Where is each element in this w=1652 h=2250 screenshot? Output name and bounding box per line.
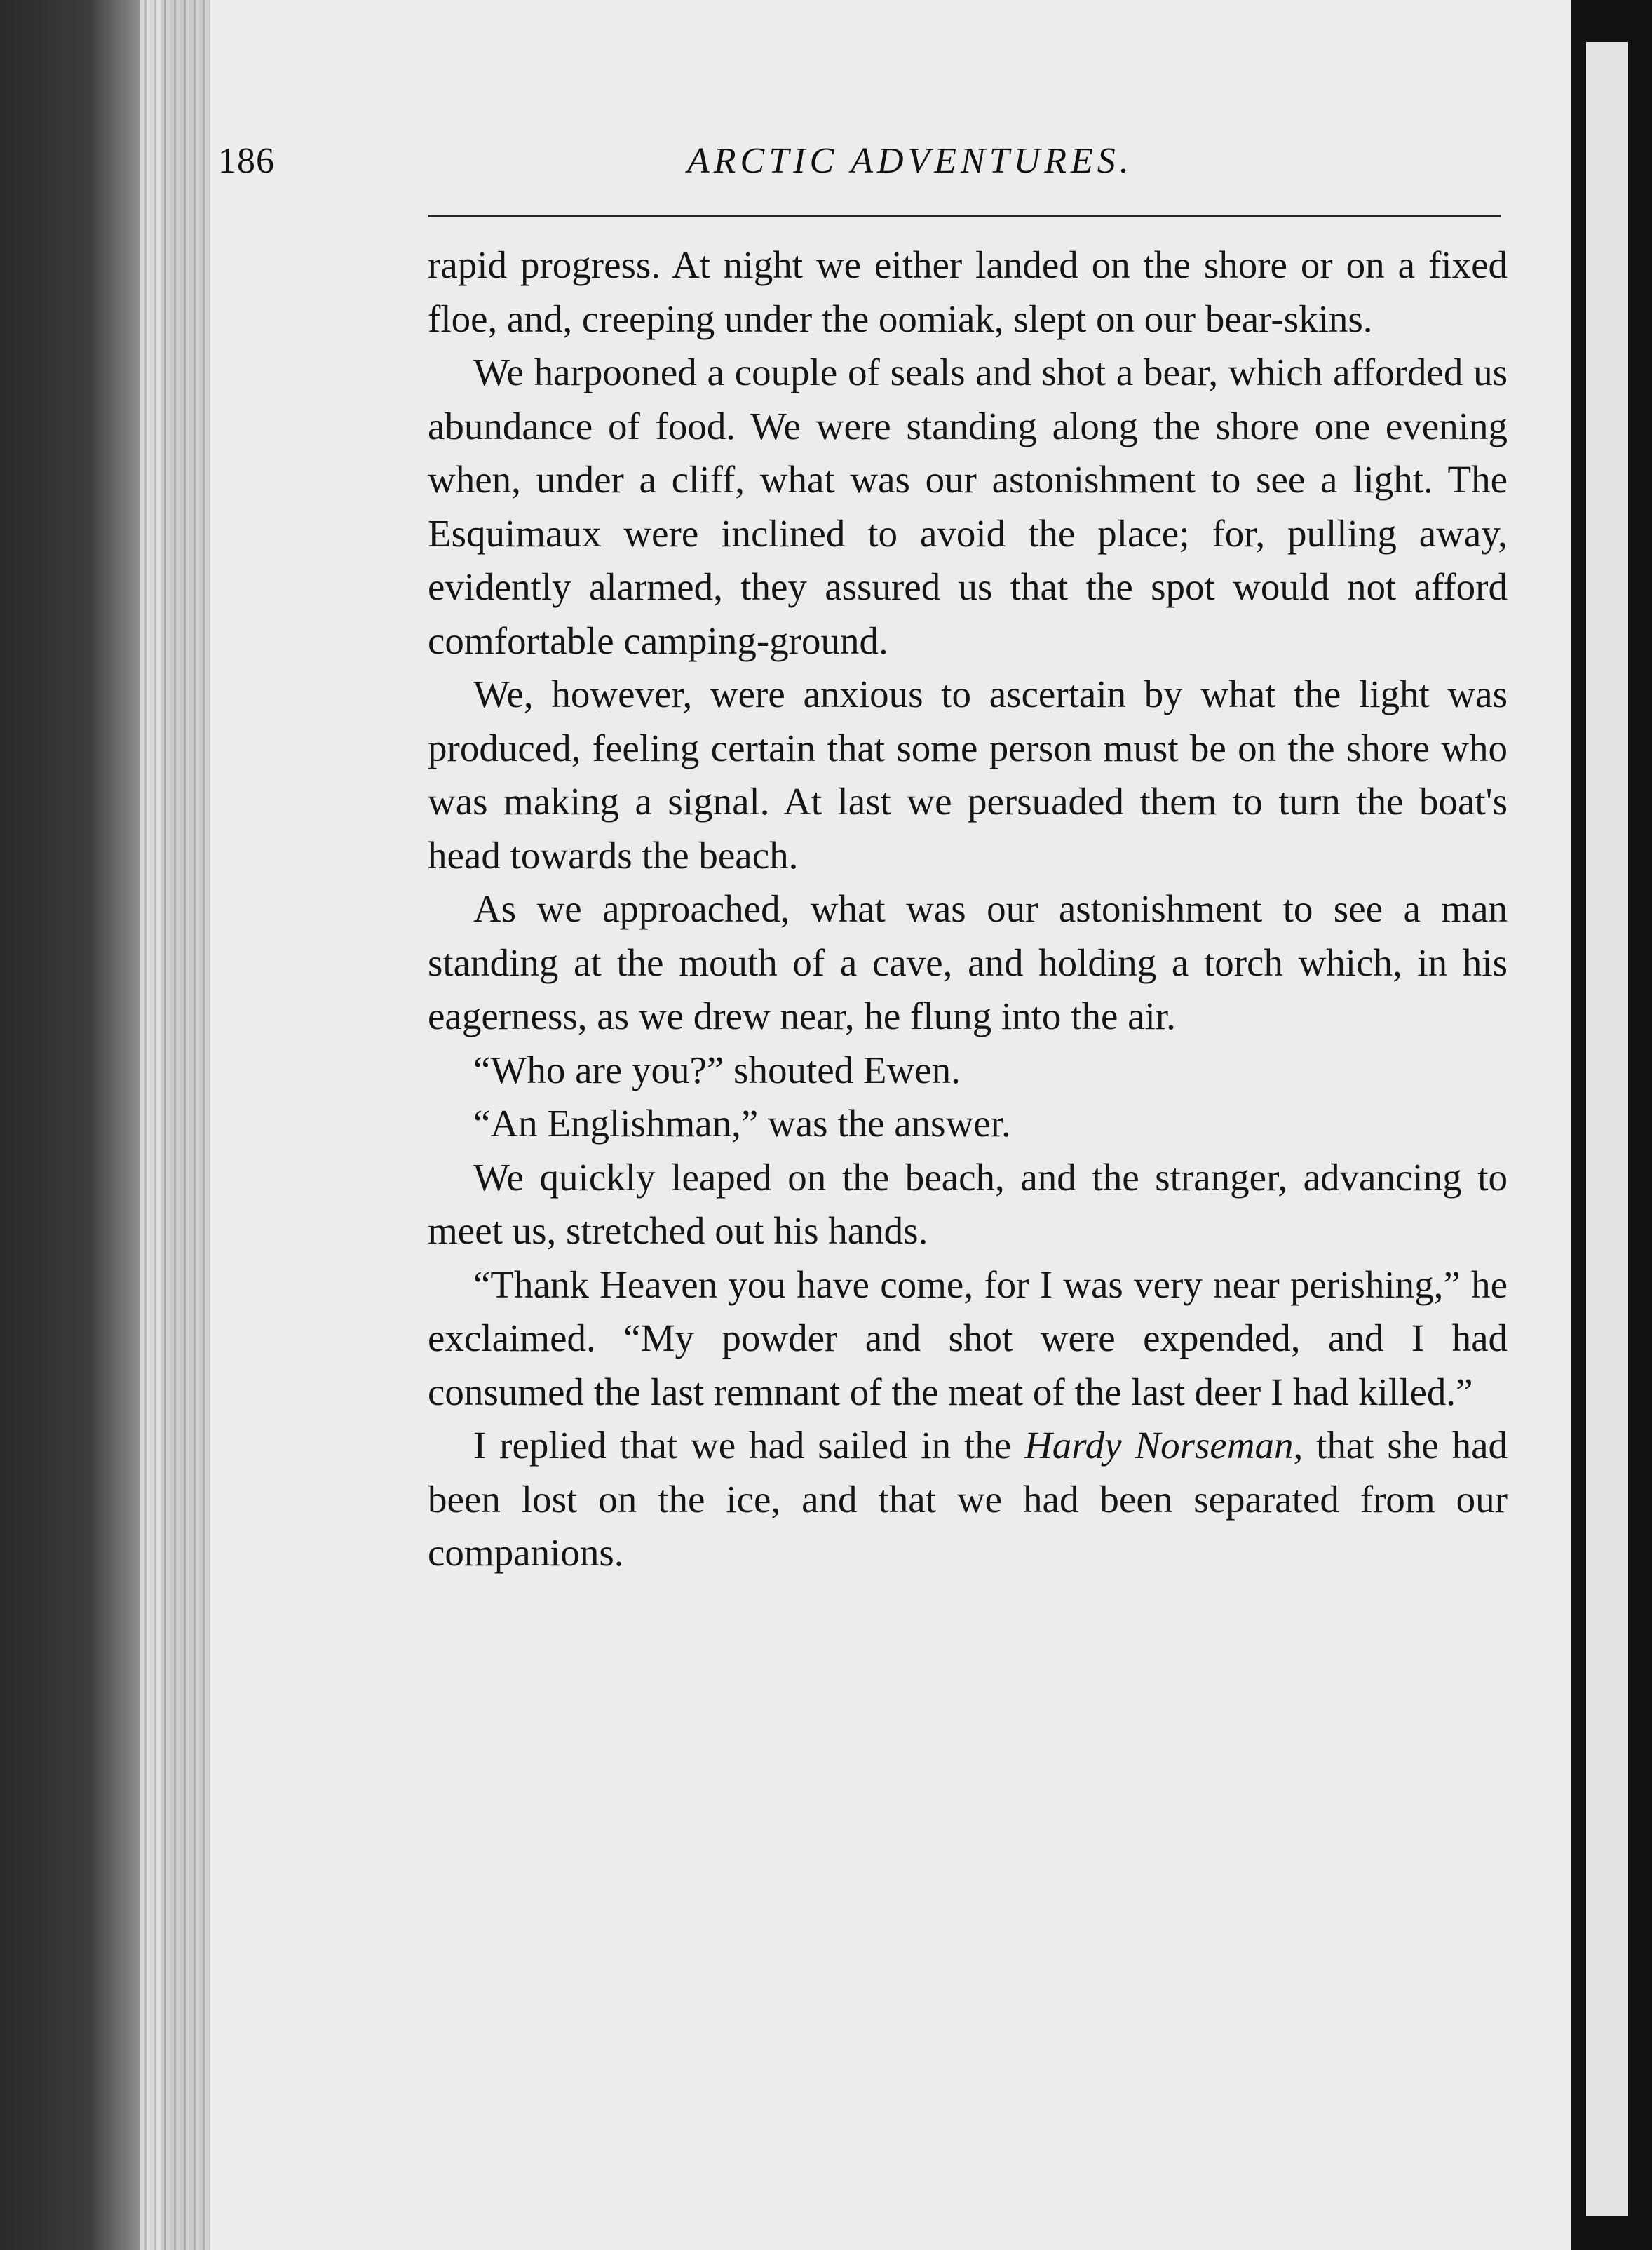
paragraph: As we approached, what was our astonishment to see a man standing at the mouth of a cave, and holding a torch which, in his eagerness, as we drew near, he flung into the air.: [428, 887, 1508, 1037]
body-text: [428, 238, 1508, 1580]
page-number: 186: [218, 141, 275, 181]
header-rule: [428, 215, 1501, 217]
paragraph: We quickly leaped on the beach, and the stranger, advancing to meet us, stretched out his hands.: [428, 1155, 1508, 1252]
paragraph: “Who are you?” shouted Ewen.: [473, 1048, 961, 1091]
ship-name: Hardy Norseman: [1024, 1424, 1294, 1467]
paragraph: “An Englishman,” was the answer.: [473, 1102, 1011, 1145]
paragraph-last: [428, 1419, 1508, 1580]
text-run: , that she had been lost on the ice, and that we had been separated from our companions.: [428, 1424, 1508, 1574]
paragraph: We harpooned a couple of seals and shot a bear, which afforded us abundance of food. We were standing along the shore one evening when, under a cliff, what was our astonishment to see a light. The Esquimaux were inclined to avoid the place; for, pulling away, evidently alarmed, they assured us that the spot would not afford comfortable camping-ground.: [428, 351, 1508, 662]
running-head: ARCTIC ADVENTURES.: [687, 141, 1133, 181]
paragraph: rapid progress. At night we either landed on the shore or on a fixed floe, and, creeping under the oomiak, slept on our bear-skins.: [428, 243, 1508, 340]
scan-margin-left: [0, 0, 161, 2250]
page-edges: [140, 0, 217, 2250]
text-run: I replied that we had sailed in the: [473, 1424, 1025, 1467]
paragraph: We, however, were anxious to ascertain by what the light was produced, feeling certain that some person must be on the shore who was making a signal. At last we persuaded them to turn the boat's head towards the beach.: [428, 673, 1508, 877]
facing-page-edge: [1586, 42, 1628, 2216]
paragraph: “Thank Heaven you have come, for I was very near perishing,” he exclaimed. “My powder and shot were expended, and I had consumed the last remnant of the meat of the last deer I had killed.”: [428, 1262, 1508, 1413]
